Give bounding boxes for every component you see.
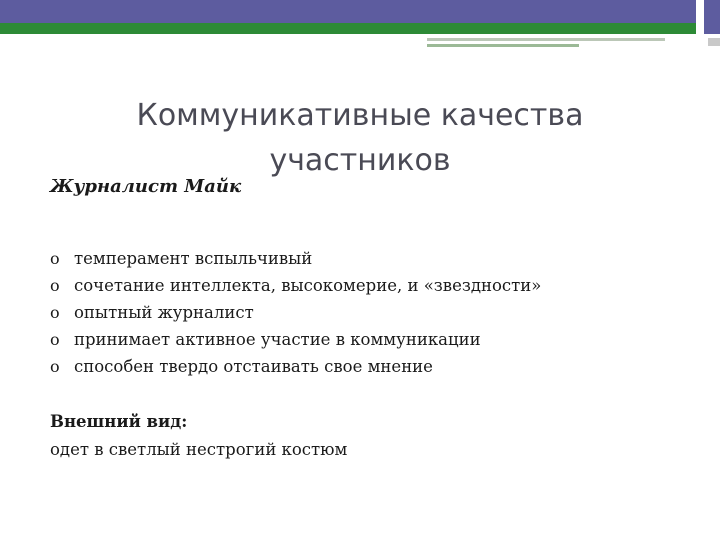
bullet-icon: o [50, 330, 60, 349]
bullet-icon: o [50, 357, 60, 376]
list-item [50, 245, 541, 272]
appearance-heading: Внешний вид: [50, 412, 188, 431]
slide-subtitle: Журналист Майк [50, 176, 242, 197]
header-separator [696, 0, 704, 34]
list-item [50, 272, 541, 299]
header-corner-block [704, 0, 720, 34]
list-item [50, 299, 541, 326]
list-item [50, 326, 541, 353]
header-bar-purple [0, 0, 696, 23]
list-item [50, 353, 541, 380]
list-item-text: темперамент вспыльчивый [74, 249, 313, 268]
bullet-list [50, 245, 541, 380]
header-bar-green [0, 23, 696, 34]
decor-line-right [708, 38, 720, 46]
appearance-block [50, 408, 347, 464]
slide-title: Коммуникативные качества участников [136, 98, 584, 178]
appearance-text: одет в светлый нестрогий костюм [50, 440, 348, 459]
list-item-text: принимает активное участие в коммуникации [74, 330, 481, 349]
list-item-text: способен твердо отстаивать свое мнение [74, 357, 433, 376]
bullet-icon: o [50, 303, 60, 322]
bullet-icon: o [50, 249, 60, 268]
list-item-text: сочетание интеллекта, высокомерие, и «звездности» [74, 276, 542, 295]
bullet-icon: o [50, 276, 60, 295]
list-item-text: опытный журналист [74, 303, 254, 322]
decor-line-bottom [427, 44, 579, 47]
decor-line-top [427, 38, 665, 41]
